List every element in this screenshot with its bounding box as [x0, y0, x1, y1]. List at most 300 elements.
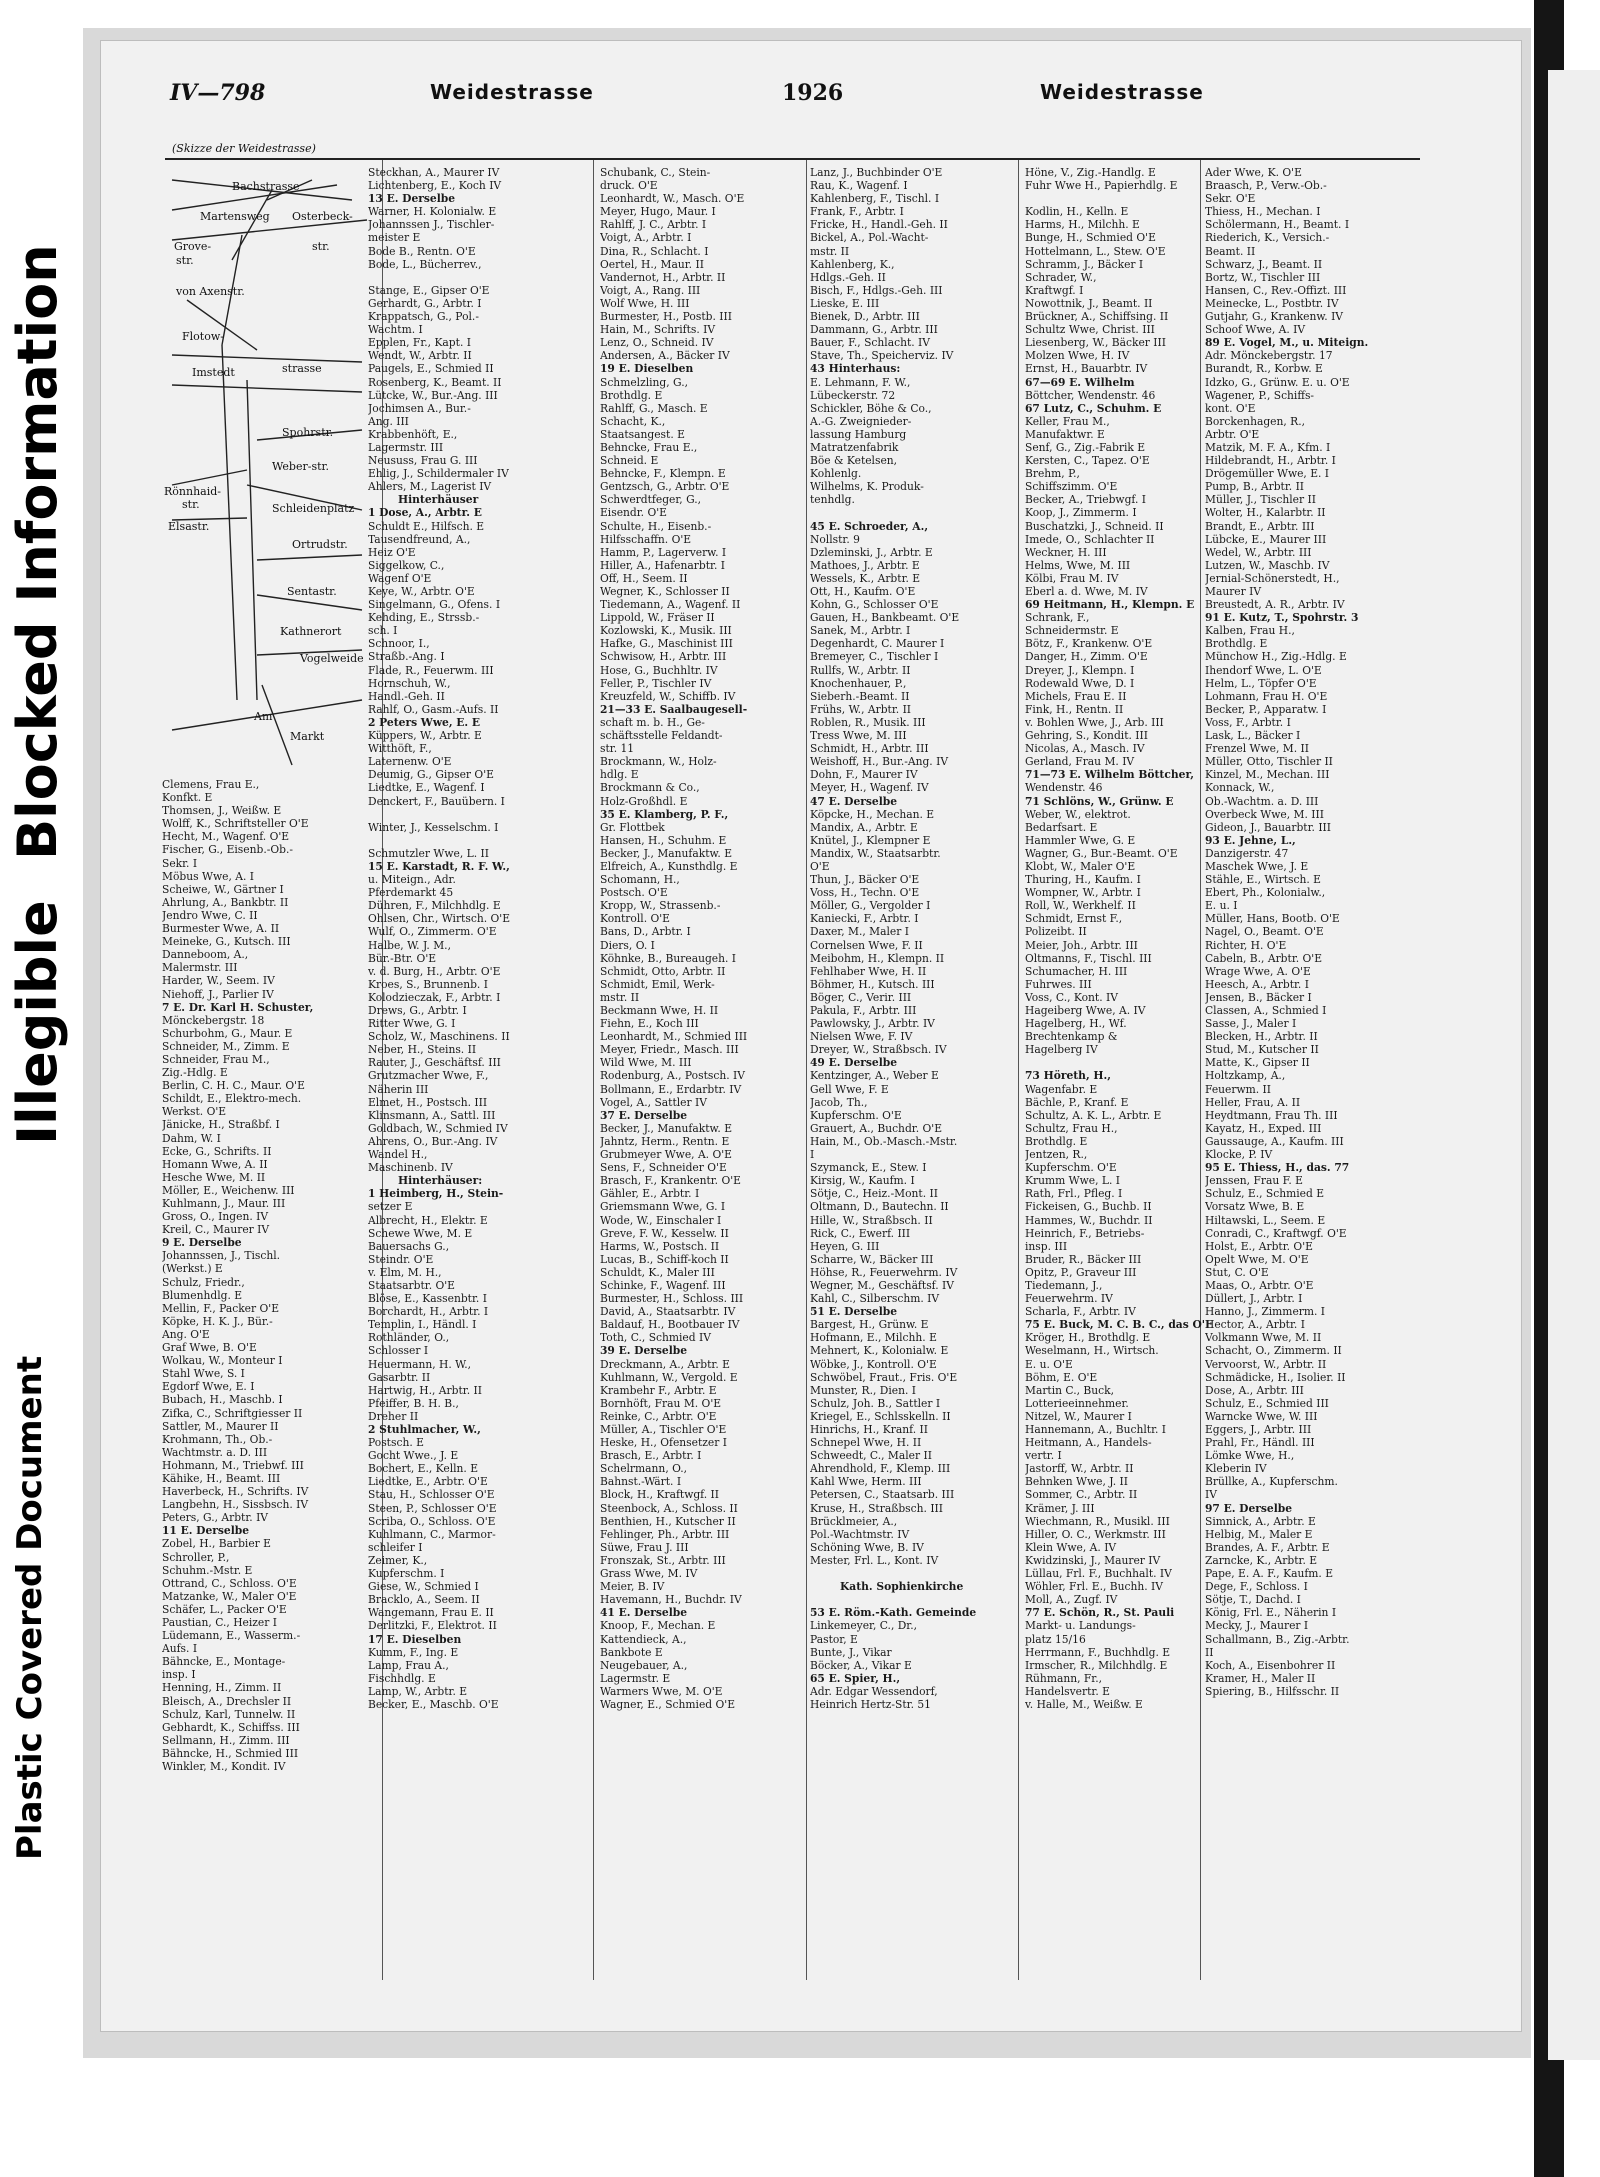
directory-entry: Fricke, H., Handl.-Geh. II	[810, 218, 948, 232]
directory-entry: Schulz, Friedr.,	[162, 1275, 245, 1289]
directory-entry: Hammes, W., Buchdr. II	[1025, 1213, 1153, 1227]
directory-entry: Fuhrwes. III	[1025, 977, 1092, 991]
directory-entry: Dühren, F., Milchhdlg. E	[368, 899, 501, 913]
directory-entry: Hector, A., Arbtr. I	[1205, 1318, 1305, 1332]
directory-entry: Wendt, W., Arbtr. II	[368, 349, 472, 363]
directory-entry: Wulf, O., Zimmerm. O'E	[368, 925, 497, 939]
map-label: Weber-str.	[272, 460, 330, 473]
directory-entry: 53 E. Röm.-Kath. Gemeinde	[810, 1606, 977, 1620]
directory-entry: Albrecht, H., Elektr. E	[368, 1213, 488, 1227]
directory-entry: Markt- u. Landungs-	[1025, 1619, 1136, 1633]
directory-entry: 77 E. Schön, R., St. Pauli	[1025, 1606, 1175, 1620]
directory-entry: Stut, C. O'E	[1205, 1265, 1269, 1279]
directory-entry: Danneboom, A.,	[162, 948, 249, 962]
directory-entry: Braasch, P., Verw.-Ob.-	[1205, 179, 1327, 193]
directory-entry: Schweedt, C., Maler II	[810, 1449, 932, 1463]
directory-entry: Schneider, M., Zimm. E	[162, 1039, 290, 1053]
directory-entry: Szymanck, E., Stew. I	[810, 1161, 927, 1175]
directory-entry: Knoop, F., Mechan. E	[600, 1619, 716, 1633]
directory-entry: Winkler, M., Kondit. IV	[162, 1760, 286, 1774]
directory-entry: Paustian, C., Heizer I	[162, 1616, 277, 1629]
directory-entry: Beamt. II	[1205, 244, 1256, 258]
directory-entry: Kuhlmann, J., Maur. III	[162, 1197, 286, 1210]
directory-entry: Fehlinger, Ph., Arbtr. III	[600, 1527, 730, 1541]
directory-entry: Bienek, D., Arbtr. III	[810, 310, 920, 324]
directory-entry: Böcker, A., Vikar E	[810, 1658, 912, 1672]
directory-entry: Drögemüller Wwe, E. I	[1205, 467, 1330, 481]
directory-entry: Voigt, A., Rang. III	[600, 283, 701, 297]
directory-entry: Handelsvertr. E	[1025, 1684, 1110, 1698]
directory-entry: Schrank, F.,	[1025, 611, 1090, 625]
directory-entry: Stave, Th., Speicherviz. IV	[810, 349, 954, 363]
directory-entry: Bode, L., Bücherrev.,	[368, 257, 482, 271]
directory-entry: Fuhr Wwe H., Papierhdlg. E	[1025, 179, 1178, 193]
directory-entry: Cabeln, B., Arbtr. O'E	[1205, 951, 1323, 965]
directory-entry: Gaussauge, A., Kaufm. III	[1205, 1134, 1344, 1148]
directory-entry: Pol.-Wachtmstr. IV	[810, 1527, 910, 1541]
map-label: Kathnerort	[280, 625, 342, 638]
directory-entry: Hille, W., Straßbsch. II	[810, 1213, 933, 1227]
directory-entry: Block, H., Kraftwgf. II	[600, 1488, 719, 1502]
directory-entry: Martin C., Buck,	[1025, 1383, 1115, 1397]
directory-entry: Staatsangest. E	[600, 427, 685, 441]
directory-entry: Schewe Wwe, M. E	[368, 1226, 473, 1240]
directory-entry: Wagener, P., Schiffs-	[1205, 388, 1315, 402]
directory-entry: Becker, P., Apparatw. I	[1205, 702, 1327, 716]
directory-entry: meister E	[368, 231, 421, 245]
directory-entry: Tiedemann, J.,	[1025, 1278, 1103, 1292]
directory-entry: Nowottnik, J., Beamt. II	[1025, 296, 1153, 310]
directory-entry: Petersen, C., Staatsarb. III	[810, 1488, 955, 1502]
directory-entry: Schurbohm, G., Maur. E	[162, 1026, 293, 1040]
directory-entry: Wolf Wwe, H. III	[600, 296, 690, 310]
directory-entry: Bubach, H., Maschb. I	[162, 1393, 283, 1407]
map-label: str.	[312, 240, 330, 253]
directory-entry: Rühmann, Fr.,	[1025, 1671, 1103, 1685]
map-label: Markt	[290, 730, 325, 743]
directory-entry: Schwerdtfeger, G.,	[600, 493, 702, 507]
directory-entry: Schneidermstr. E	[1025, 624, 1119, 638]
directory-entry: Rahlf, O., Gasm.-Aufs. II	[368, 702, 499, 716]
directory-entry: Meyer, Hugo, Maur. I	[600, 205, 716, 219]
directory-entry: Niehoff, J., Parlier IV	[162, 987, 274, 1001]
directory-entry: Jendro Wwe, C. II	[162, 908, 258, 922]
directory-entry: Sommer, C., Arbtr. II	[1025, 1488, 1138, 1502]
directory-entry	[810, 506, 1010, 519]
directory-entry: Nagel, O., Beamt. O'E	[1205, 925, 1324, 939]
directory-entry: Pump, B., Arbtr. II	[1205, 480, 1305, 494]
adjacent-page-edge	[1548, 70, 1600, 2060]
directory-entry: Bür.-Btr. O'E	[368, 951, 437, 965]
directory-entry: Gasarbtr. II	[368, 1370, 431, 1384]
directory-entry: Witthöft, F.,	[368, 742, 432, 756]
directory-entry: Stud, M., Kutscher II	[1205, 1043, 1319, 1057]
directory-entry: Blumenhdlg. E	[162, 1288, 243, 1302]
directory-entry: Weber, W., elektrot.	[1025, 807, 1131, 821]
directory-entry: Rosenberg, K., Beamt. II	[368, 375, 502, 389]
directory-entry: Burmester, H., Postb. III	[600, 310, 732, 324]
directory-entry: Ecke, G., Schrifts. II	[162, 1144, 272, 1158]
directory-entry: II	[1205, 1645, 1214, 1659]
directory-entry: schaft m. b. H., Ge-	[600, 715, 705, 729]
directory-entry: Dege, F., Schloss. I	[1205, 1580, 1308, 1594]
directory-entry: Kramer, H., Maler II	[1205, 1671, 1316, 1685]
directory-entry: E. u. I	[1205, 899, 1238, 913]
directory-entry: Ahrendhold, F., Klemp. III	[810, 1462, 951, 1476]
directory-entry: Mellin, F., Packer O'E	[162, 1301, 280, 1315]
directory-entry: Heitmann, A., Handels-	[1025, 1436, 1152, 1450]
directory-entry: Lüllau, Frl. F., Buchhalt. IV	[1025, 1567, 1172, 1581]
directory-entry: v. Elm, M. H.,	[368, 1265, 442, 1279]
directory-entry: Lohmann, Frau H. O'E	[1205, 689, 1328, 703]
directory-entry: 69 Heitmann, H., Klempn. E	[1025, 598, 1195, 612]
directory-entry: Holst, E., Arbtr. O'E	[1205, 1239, 1313, 1253]
directory-entry: Koch, A., Eisenbohrer II	[1205, 1658, 1336, 1672]
directory-entry: Hdlgs.-Geh. II	[810, 270, 886, 284]
directory-entry: Molzen Wwe, H. IV	[1025, 349, 1130, 363]
directory-entry: Tiedemann, A., Wagenf. II	[600, 598, 741, 612]
directory-entry: Scriba, O., Schloss. O'E	[368, 1514, 496, 1528]
directory-entry: Heuermann, H. W.,	[368, 1357, 472, 1371]
directory-entry: Schmidt, Ernst F.,	[1025, 912, 1123, 926]
directory-entry: Ahrlung, A., Bankbtr. II	[162, 895, 289, 909]
directory-entry: Kahlenberg, F., Tischl. I	[810, 192, 940, 206]
directory-entry: Becker, J., Manufaktw. E	[600, 1121, 732, 1135]
directory-entry: Lamp, Frau A.,	[368, 1658, 449, 1672]
directory-entry: Blöse, E., Kassenbtr. I	[368, 1292, 487, 1306]
directory-entry: Kropp, W., Strassenb.-	[600, 899, 721, 913]
directory-entry: Heyen, G. III	[810, 1239, 880, 1253]
directory-entry: Beckmann Wwe, H. II	[600, 1004, 719, 1017]
directory-entry: Grauert, A., Buchdr. O'E	[810, 1121, 943, 1135]
directory-entry: Ahlers, M., Lagerist IV	[368, 480, 492, 494]
directory-entry: Gross, O., Ingen. IV	[162, 1210, 269, 1224]
directory-entry: Leonhardt, M., Schmied III	[600, 1030, 748, 1044]
directory-entry: Kupferschm. I	[368, 1567, 445, 1581]
directory-entry: Behncke, F., Klempn. E	[600, 467, 726, 481]
directory-entry	[368, 808, 564, 821]
directory-entry: Kahlenberg, K.,	[810, 257, 895, 271]
directory-entry: Giese, W., Schmied I	[368, 1580, 479, 1594]
directory-entry: u. Miteign., Adr.	[368, 873, 456, 887]
directory-entry: Schultz, A. K. L., Arbtr. E	[1025, 1108, 1162, 1122]
directory-entry: Schulz, E., Schmied E	[1205, 1187, 1325, 1201]
directory-entry: Borckenhagen, R.,	[1205, 414, 1306, 428]
directory-entry: I	[810, 1148, 815, 1162]
directory-entry: Schwarz, J., Beamt. II	[1205, 257, 1323, 271]
directory-entry: Krohmann, Th., Ob.-	[162, 1432, 273, 1446]
directory-entry: Schmutzler Wwe, L. II	[368, 846, 489, 860]
directory-entry: Bunge, H., Schmied O'E	[1025, 231, 1156, 245]
directory-entry: Frühs, W., Arbtr. II	[810, 702, 912, 716]
directory-entry: Ebert, Ph., Kolonialw.,	[1205, 886, 1326, 900]
directory-entry: Eggers, J., Arbtr. III	[1205, 1423, 1312, 1436]
directory-entry: Böhmer, H., Kutsch. III	[810, 977, 935, 991]
directory-entry: Wangemann, Frau E. II	[368, 1606, 494, 1620]
directory-entry: Maas, O., Arbtr. O'E	[1205, 1278, 1314, 1292]
directory-entry: Burmester, H., Schloss. III	[600, 1292, 744, 1306]
directory-entry: Möller, G., Vergolder I	[810, 899, 931, 913]
directory-entry: Sens, F., Schneider O'E	[600, 1161, 727, 1175]
directory-entry: Neugebauer, A.,	[600, 1658, 688, 1672]
directory-entry: Kähike, H., Beamt. III	[162, 1471, 281, 1485]
directory-entry: Burmester Wwe, A. II	[162, 922, 280, 936]
directory-entry: Pakula, F., Arbtr. III	[810, 1004, 917, 1017]
directory-entry: Kreil, C., Maurer IV	[162, 1223, 270, 1237]
street-heading-left: Weidestrasse	[430, 80, 594, 104]
directory-entry: Wolkau, W., Monteur I	[162, 1354, 283, 1368]
directory-entry: 67—69 E. Wilhelm	[1025, 375, 1135, 389]
directory-entry: Simnick, A., Arbtr. E	[1205, 1514, 1316, 1528]
directory-entry: Dzleminski, J., Arbtr. E	[810, 545, 933, 559]
map-label: Rönnhaid-	[164, 485, 221, 498]
directory-entry: A.-G. Zweignieder-	[810, 414, 912, 428]
directory-entry: Eberl a. d. Wwe, M. IV	[1025, 585, 1148, 598]
directory-entry: v. Halle, M., Weißw. E	[1025, 1697, 1143, 1711]
directory-entry: David, A., Staatsarbtr. IV	[600, 1305, 736, 1319]
directory-entry: vertr. I	[1025, 1449, 1062, 1463]
directory-entry: Ohlsen, Chr., Wirtsch. O'E	[368, 912, 511, 926]
directory-entry: Haverbeck, H., Schrifts. IV	[162, 1485, 309, 1499]
directory-entry: Schuldt, K., Maler III	[600, 1265, 715, 1279]
directory-entry: 49 E. Derselbe	[810, 1056, 898, 1070]
directory-entry: Fischhdlg. E	[368, 1671, 436, 1685]
directory-entry: Bauer, F., Schlacht. IV	[810, 336, 930, 350]
directory-entry: Jahntz, Herm., Rentn. E	[600, 1134, 730, 1148]
directory-entry: Rahlff, G., Masch. E	[600, 401, 708, 415]
directory-entry: Schwisow, H., Arbtr. III	[600, 650, 727, 664]
directory-entry: Mathoes, J., Arbtr. E	[810, 558, 920, 572]
directory-entry: Moll, A., Zugf. IV	[1025, 1593, 1118, 1607]
directory-entry: Hansen, H., Schuhm. E	[600, 833, 727, 847]
directory-entry: Henning, H., Zimm. II	[162, 1681, 282, 1695]
directory-entry: Breustedt, A. R., Arbtr. IV	[1205, 598, 1345, 612]
directory-entry: Kleberin IV	[1205, 1462, 1267, 1476]
directory-entry: Grass Wwe, M. IV	[600, 1567, 698, 1581]
directory-entry: Liesenberg, W., Bäcker III	[1025, 336, 1166, 350]
directory-entry: Brockmann, W., Holz-	[600, 755, 717, 769]
directory-entry: Drews, G., Arbtr. I	[368, 1004, 467, 1017]
directory-entry: Bargest, H., Grünw. E	[810, 1318, 929, 1332]
directory-entry: Wagenf O'E	[368, 571, 432, 585]
directory-entry: Rodewald Wwe, D. I	[1025, 676, 1135, 690]
directory-entry: (Werkst.) E	[162, 1262, 223, 1276]
directory-entry: Adr. Mönckebergstr. 17	[1205, 349, 1333, 363]
directory-entry: Weishoff, H., Bur.-Ang. IV	[810, 755, 949, 769]
directory-entry: Borchardt, H., Arbtr. I	[368, 1305, 489, 1319]
directory-entry: Steen, P., Schlosser O'E	[368, 1501, 497, 1515]
directory-entry: Krappatsch, G., Pol.-	[368, 310, 479, 324]
directory-entry: hdlg. E	[600, 768, 639, 782]
directory-entry: Wrage Wwe, A. O'E	[1205, 964, 1311, 978]
directory-entry: Gerland, Frau M. IV	[1025, 755, 1135, 769]
directory-entry: Nicolas, A., Masch. IV	[1025, 742, 1145, 756]
directory-entry: Schumacher, H. III	[1025, 964, 1128, 978]
directory-entry: Spiering, B., Hilfsschr. II	[1205, 1684, 1340, 1698]
directory-entry: Lippold, W., Fräser II	[600, 611, 715, 625]
directory-entry: Ang. III	[368, 414, 409, 428]
directory-entry: Jochimsen A., Bur.-	[368, 401, 471, 415]
directory-entry: Wiechmann, R., Musikl. III	[1025, 1514, 1170, 1528]
directory-entry: 9 E. Derselbe	[162, 1236, 242, 1250]
directory-entry: Gutjahr, G., Krankenw. IV	[1205, 310, 1344, 324]
directory-entry: Elfreich, A., Kunsthdlg. E	[600, 859, 738, 873]
directory-entry: Vorsatz Wwe, B. E	[1205, 1200, 1305, 1214]
directory-entry: 7 E. Dr. Karl H. Schuster,	[162, 1000, 314, 1014]
map-label: von Axenstr.	[176, 285, 245, 298]
directory-entry: Böttcher, Wendenstr. 46	[1025, 388, 1156, 402]
directory-entry: Roll, W., Werkhelf. II	[1025, 899, 1136, 913]
directory-entry: Stahl Wwe, S. I	[162, 1367, 245, 1381]
directory-entry: Johannssen J., Tischler-	[368, 218, 495, 232]
directory-entry: Heske, H., Ofensetzer I	[600, 1436, 727, 1450]
directory-entry: Bochert, E., Kelln. E	[368, 1462, 479, 1476]
directory-entry: Meinecke, L., Postbtr. IV	[1205, 296, 1339, 310]
directory-entry: Hanno, J., Zimmerm. I	[1205, 1305, 1326, 1319]
directory-entry: 11 E. Derselbe	[162, 1524, 250, 1538]
map-label: strasse	[282, 362, 322, 375]
directory-entry: druck. O'E	[600, 179, 658, 193]
directory-entry: Bruder, R., Bäcker III	[1025, 1252, 1142, 1266]
directory-entry: Müller, Otto, Tischler II	[1205, 755, 1333, 769]
directory-entry: Münchow H., Zig.-Hdlg. E	[1205, 650, 1347, 664]
directory-entry: Berlin, C. H. C., Maur. O'E	[162, 1079, 305, 1093]
directory-entry: Kersten, C., Tapez. O'E	[1025, 454, 1150, 468]
directory-entry: Bötz, F., Krankenw. O'E	[1025, 637, 1153, 651]
directory-entry: v. Bohlen Wwe, J., Arb. III	[1025, 715, 1164, 729]
directory-entry: Ehlig, J., Schildermaler IV	[368, 467, 509, 481]
column-divider	[593, 160, 594, 1980]
directory-entry: Schubank, C., Stein-	[600, 166, 711, 179]
directory-entry: 73 Höreth, H.,	[1025, 1069, 1111, 1083]
directory-entry: Ott, H., Kaufm. O'E	[810, 585, 916, 598]
directory-entry: Knochenhauer, P.,	[810, 676, 907, 690]
directory-entry: Hottelmann, L., Stew. O'E	[1025, 244, 1166, 258]
directory-entry: Matzik, M. F. A., Kfm. I	[1205, 440, 1331, 454]
directory-entry: Feuerwehrm. IV	[1025, 1292, 1113, 1306]
directory-entry: Hildebrandt, H., Arbtr. I	[1205, 454, 1336, 468]
directory-entry: 37 E. Derselbe	[600, 1108, 688, 1122]
directory-entry: Lüdemann, E., Wasserm.-	[162, 1629, 301, 1643]
directory-entry: Bähncke, H., Schmied III	[162, 1746, 299, 1760]
map-label: Elsastr.	[168, 520, 210, 533]
directory-entry: Gehring, S., Kondit. III	[1025, 729, 1148, 743]
directory-entry: Wöbke, J., Kontroll. O'E	[810, 1357, 937, 1371]
directory-entry: Hornschuh, W.,	[368, 676, 451, 690]
directory-entry: Lutzen, W., Maschb. IV	[1205, 558, 1330, 572]
directory-entry: 39 E. Derselbe	[600, 1344, 688, 1358]
directory-entry: Krambehr F., Arbtr. E	[600, 1383, 717, 1397]
directory-entry	[1025, 192, 1220, 205]
directory-entry: Schulz, Joh. B., Sattler I	[810, 1396, 941, 1410]
directory-entry: 97 E. Derselbe	[1205, 1501, 1293, 1515]
directory-entry: 41 E. Derselbe	[600, 1606, 688, 1620]
directory-entry: Neususs, Frau G. III	[368, 454, 478, 468]
directory-entry: Fink, H., Rentn. II	[1025, 702, 1124, 716]
year-heading: 1926	[782, 80, 844, 106]
directory-column-3	[600, 166, 796, 1976]
directory-entry: Bähncke, E., Montage-	[162, 1655, 286, 1669]
directory-entry: Brandt, E., Arbtr. III	[1205, 519, 1315, 533]
directory-entry: Hesche Wwe, M. II	[162, 1170, 266, 1184]
directory-entry: Halbe, W. J. M.,	[368, 938, 451, 952]
directory-entry: Schneid. E	[600, 454, 659, 468]
directory-entry: Wagner, G., Bur.-Beamt. O'E	[1025, 846, 1178, 860]
directory-entry: Arbtr. O'E	[1205, 427, 1260, 441]
directory-entry: Havemann, H., Buchdr. IV	[600, 1593, 742, 1607]
directory-entry: Scholz, W., Maschinens. II	[368, 1030, 510, 1044]
directory-entry: Mecky, J., Maurer I	[1205, 1619, 1309, 1633]
directory-entry: Linkemeyer, C., Dr.,	[810, 1619, 918, 1633]
directory-entry: Paugels, E., Schmied II	[368, 362, 494, 376]
directory-entry: Lenz, O., Schneid. IV	[600, 336, 714, 350]
directory-entry: 1 Heimberg, H., Stein-	[368, 1187, 504, 1201]
directory-entry: Kentzinger, A., Weber E	[810, 1069, 939, 1083]
directory-entry: Bollmann, E., Erdarbtr. IV	[600, 1082, 742, 1096]
directory-entry: O'E	[810, 859, 830, 873]
directory-entry: Voss, H., Techn. O'E	[810, 886, 920, 900]
directory-entry: Kalben, Frau H.,	[1205, 624, 1295, 638]
directory-entry: Schinke, F., Wagenf. III	[600, 1278, 726, 1292]
directory-entry: Eisendr. O'E	[600, 506, 667, 520]
directory-entry: Thuring, H., Kaufm. I	[1025, 873, 1141, 887]
directory-entry: Bisch, F., Hdlgs.-Geh. III	[810, 283, 943, 297]
directory-entry: Fehlhaber Wwe, H. II	[810, 964, 927, 978]
directory-entry: Dohn, F., Maurer IV	[810, 768, 918, 782]
directory-entry: Schacht, O., Zimmerm. II	[1205, 1344, 1342, 1358]
directory-entry: Schuhm.-Mstr. E	[162, 1563, 253, 1577]
directory-entry: Schelrmann, O.,	[600, 1462, 688, 1476]
directory-entry: Sötje, C., Heiz.-Mont. II	[810, 1187, 938, 1201]
directory-entry: mstr. II	[600, 990, 640, 1004]
directory-entry: Laternenw. O'E	[368, 755, 452, 769]
directory-entry: Pastor, E	[810, 1632, 858, 1646]
directory-entry: Buschatzki, J., Schneid. II	[1025, 519, 1164, 533]
directory-entry	[368, 834, 564, 847]
directory-entry	[368, 271, 564, 284]
directory-entry: Becker, J., Manufaktw. E	[600, 846, 732, 860]
street-sketch-svg	[162, 140, 372, 775]
directory-entry: 75 E. Buck, M. C. B. C., das O'E	[1025, 1318, 1214, 1332]
directory-entry: 2 Stuhlmacher, W.,	[368, 1423, 481, 1436]
directory-entry: Johannssen, J., Tischl.	[162, 1249, 281, 1263]
directory-entry: Egdorf Wwe, E. I	[162, 1380, 255, 1394]
directory-entry: Konnack, W.,	[1205, 781, 1275, 795]
directory-entry: Bedarfsart. E	[1025, 820, 1098, 834]
directory-entry: 91 E. Kutz, T., Spohrstr. 3	[1205, 611, 1359, 625]
directory-entry: Sieberh.-Beamt. II	[810, 689, 910, 703]
directory-entry: Knütel, J., Klempner E	[810, 833, 931, 847]
directory-entry: Schulte, H., Eisenb.-	[600, 519, 712, 533]
directory-entry: Wolff, K., Schriftsteller O'E	[162, 817, 309, 831]
directory-entry	[810, 1567, 1010, 1580]
directory-entry: Irmscher, R., Milchhdlg. E	[1025, 1658, 1168, 1672]
directory-entry: Becker, A., Triebwgf. I	[1025, 493, 1147, 507]
directory-entry: Brandes, A. F., Arbtr. E	[1205, 1540, 1330, 1554]
directory-entry: Schultz, Frau H.,	[1025, 1121, 1118, 1135]
street-heading-right: Weidestrasse	[1040, 80, 1204, 104]
directory-entry: Kupferschm. O'E	[810, 1108, 902, 1122]
directory-entry: schleifer I	[368, 1540, 423, 1554]
directory-entry: Kehding, E., Strssb.-	[368, 611, 480, 625]
directory-entry: Kath. Sophienkirche	[840, 1580, 964, 1594]
directory-entry: Lucas, B., Schiff-koch II	[600, 1252, 729, 1266]
directory-entry: Burandt, R., Korbw. E	[1205, 362, 1323, 376]
directory-entry: Hageiberg Wwe, A. IV	[1025, 1004, 1146, 1017]
directory-entry: Michels, Frau E. II	[1025, 689, 1127, 703]
directory-entry: Bode B., Rentn. O'E	[368, 244, 476, 258]
directory-entry: Singelmann, G., Ofens. I	[368, 598, 501, 612]
